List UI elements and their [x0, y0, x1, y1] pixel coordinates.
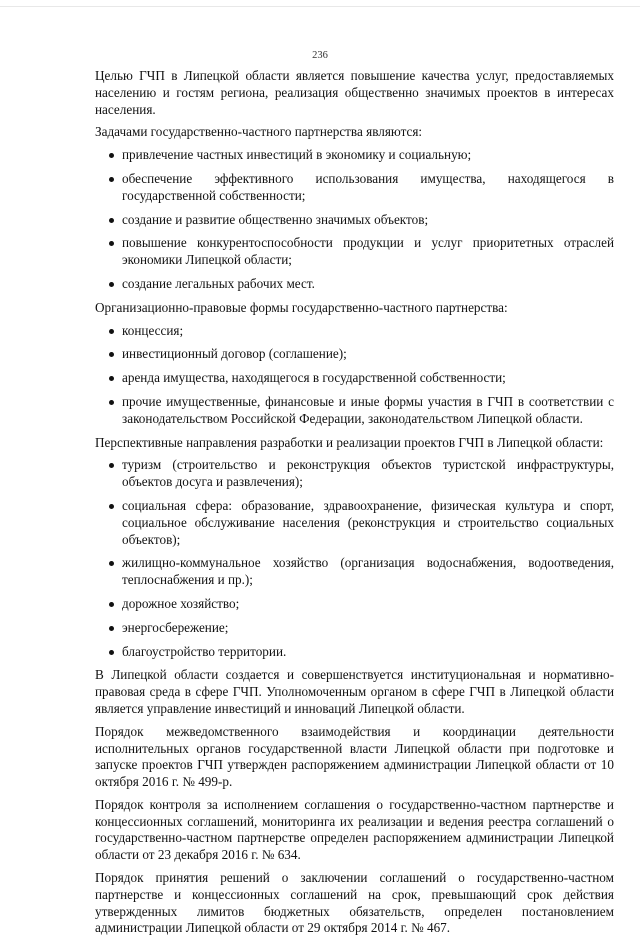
directions-heading: Перспективные направления разработки и реализации проектов ГЧП в Липецкой области: — [95, 434, 604, 450]
list-item: обеспечение эффективного использования имущества, находящегося в государственной собственности; — [95, 171, 614, 205]
forms-list — [95, 323, 614, 428]
bullet-icon — [109, 400, 114, 405]
bullet-icon — [109, 329, 114, 334]
directions-list — [95, 457, 614, 660]
paragraph-environment: В Липецкой области создается и совершенствуется институциональная и нормативно-правовая среда в сфере ГЧП. Уполномоченным органом в сфере ГЧП в Липецкой области является управление инвестиций и инноваций Липецкой области. — [95, 667, 614, 716]
tasks-list — [95, 147, 614, 293]
list-item: привлечение частных инвестиций в экономику и социальную; — [95, 147, 614, 164]
list-item: инвестиционный договор (соглашение); — [95, 346, 614, 363]
list-item: дорожное хозяйство; — [95, 596, 614, 613]
paragraph-coordination: Порядок межведомственного взаимодействия и координации деятельности исполнительных органов государственной власти Липецкой области при подготовке и запуске проектов ГЧП утвержден распоряжением администрации Липецкой области от 10 октября 2016 г. № 499-р. — [95, 723, 614, 790]
bullet-icon — [109, 376, 114, 381]
list-item: повышение конкурентоспособности продукции и услуг приоритетных отраслей экономики Липецкой области; — [95, 235, 614, 269]
list-item: благоустройство территории. — [95, 644, 614, 661]
bullet-icon — [109, 504, 114, 509]
list-item: концессия; — [95, 323, 614, 340]
tasks-heading: Задачами государственно-частного партнерства являются: — [95, 124, 423, 140]
page-number: 236 — [312, 50, 328, 61]
paragraph-control: Порядок контроля за исполнением соглашения о государственно-частном партнерстве и концессионных соглашений, мониторинга их реализации и ведения реестра соглашений о государственно-частном партнерстве определен распоряжением администрации Липецкой области от 23 декабря 2016 г. № 634. — [95, 796, 614, 863]
bullet-icon — [109, 602, 114, 607]
list-item: создание и развитие общественно значимых объектов; — [95, 212, 614, 229]
forms-heading: Организационно-правовые формы государственно-частного партнерства: — [95, 299, 508, 315]
bullet-icon — [109, 463, 114, 468]
list-item: энергосбережение; — [95, 620, 614, 637]
bullet-icon — [109, 241, 114, 246]
bullet-icon — [109, 218, 114, 223]
list-item: социальная сфера: образование, здравоохранение, физическая культура и спорт, социальное обслуживание населения (реконструкция и строительство социальных объектов); — [95, 498, 614, 548]
list-item: аренда имущества, находящегося в государственной собственности; — [95, 370, 614, 387]
bullet-icon — [109, 177, 114, 182]
bullet-icon — [109, 650, 114, 655]
paragraph-decisions: Порядок принятия решений о заключении соглашений о государственно-частном партнерстве и концессионных соглашений на срок, превышающий срок действия утвержденных лимитов бюджетных обязательств, определен постановлением администрации Липецкой области от 29 октября 2014 г. № 467. — [95, 870, 614, 936]
bullet-icon — [109, 352, 114, 357]
bullet-icon — [109, 282, 114, 287]
bullet-icon — [109, 153, 114, 158]
document-body — [95, 68, 614, 943]
top-divider — [0, 6, 640, 7]
list-item: туризм (строительство и реконструкция объектов туристской инфраструктуры, объектов досуга и развлечения); — [95, 457, 614, 491]
bullet-icon — [109, 561, 114, 566]
list-item: прочие имущественные, финансовые и иные формы участия в ГЧП в соответствии с законодательством Российской Федерации, законодательством Липецкой области. — [95, 394, 614, 428]
list-item: создание легальных рабочих мест. — [95, 276, 614, 293]
intro-paragraph: Целью ГЧП в Липецкой области является повышение качества услуг, предоставляемых населению и гостям региона, реализация общественно значимых проектов в интересах населения. — [95, 68, 614, 117]
list-item: жилищно-коммунальное хозяйство (организация водоснабжения, водоотведения, теплоснабжения и пр.); — [95, 555, 614, 589]
bullet-icon — [109, 626, 114, 631]
